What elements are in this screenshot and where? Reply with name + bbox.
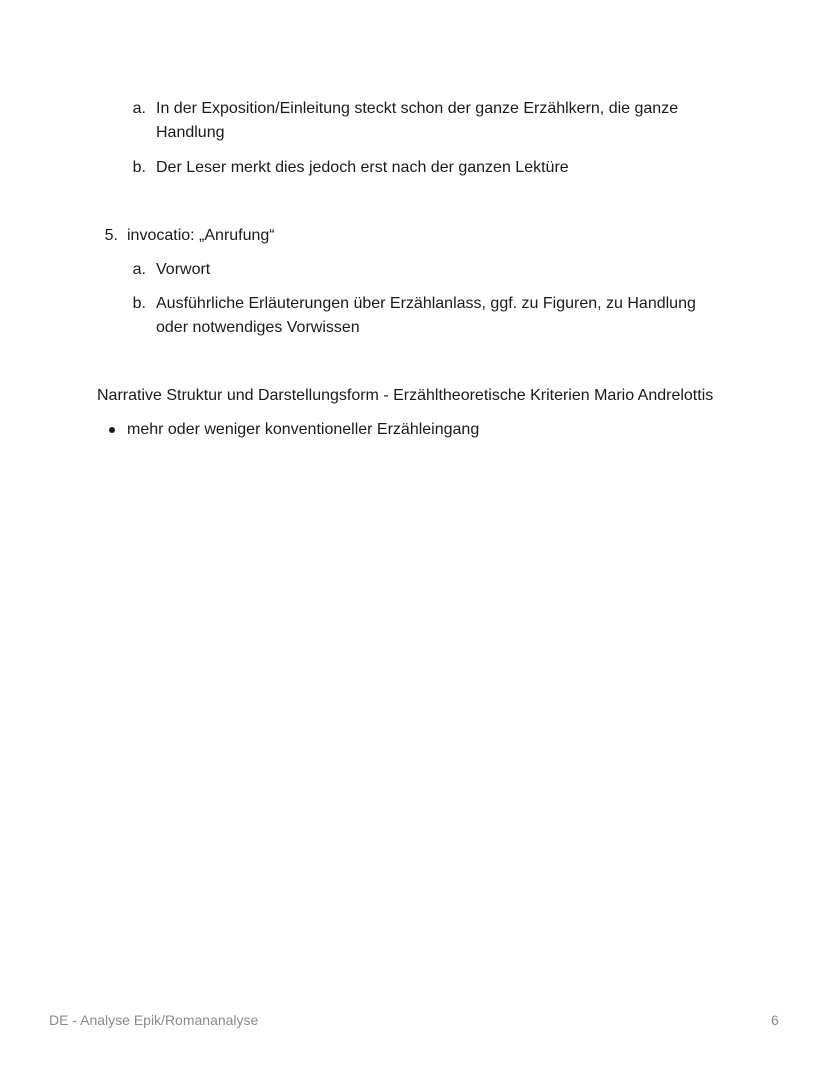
bullet-dot-icon — [109, 427, 115, 433]
sub-item-text-b: Der Leser merkt dies jedoch erst nach der ganzen Lektüre — [156, 159, 569, 176]
footer-page-number: 6 — [771, 1012, 779, 1028]
sub-item-marker-b: b. — [132, 159, 146, 176]
sub-item-marker-a: a. — [132, 100, 146, 117]
list-item-5-sub-b-marker: b. — [132, 295, 146, 312]
list-item-5-sub-a-marker: a. — [132, 261, 146, 278]
list-item-5-marker: 5. — [104, 227, 118, 244]
sub-item-text-a: In der Exposition/Einleitung steckt schon der ganze Erzählkern, die ganze Handlung — [156, 100, 679, 141]
list-item-5-sub-b-text: Ausführliche Erläuterungen über Erzählanlass, ggf. zu Figuren, zu Handlung oder notwendiges Vorwissen — [156, 295, 696, 336]
list-item-5-sub-a-text: Vorwort — [156, 261, 211, 278]
bullet-item: mehr oder weniger konventioneller Erzähleingang — [127, 421, 480, 438]
list-item-5-text: invocatio: „Anrufung“ — [127, 227, 275, 244]
section-heading: Narrative Struktur und Darstellungsform - Erzähltheoretische Kriterien Mario Andrelottis — [97, 387, 714, 404]
footer-doc-title: DE - Analyse Epik/Romananalyse — [49, 1012, 259, 1028]
